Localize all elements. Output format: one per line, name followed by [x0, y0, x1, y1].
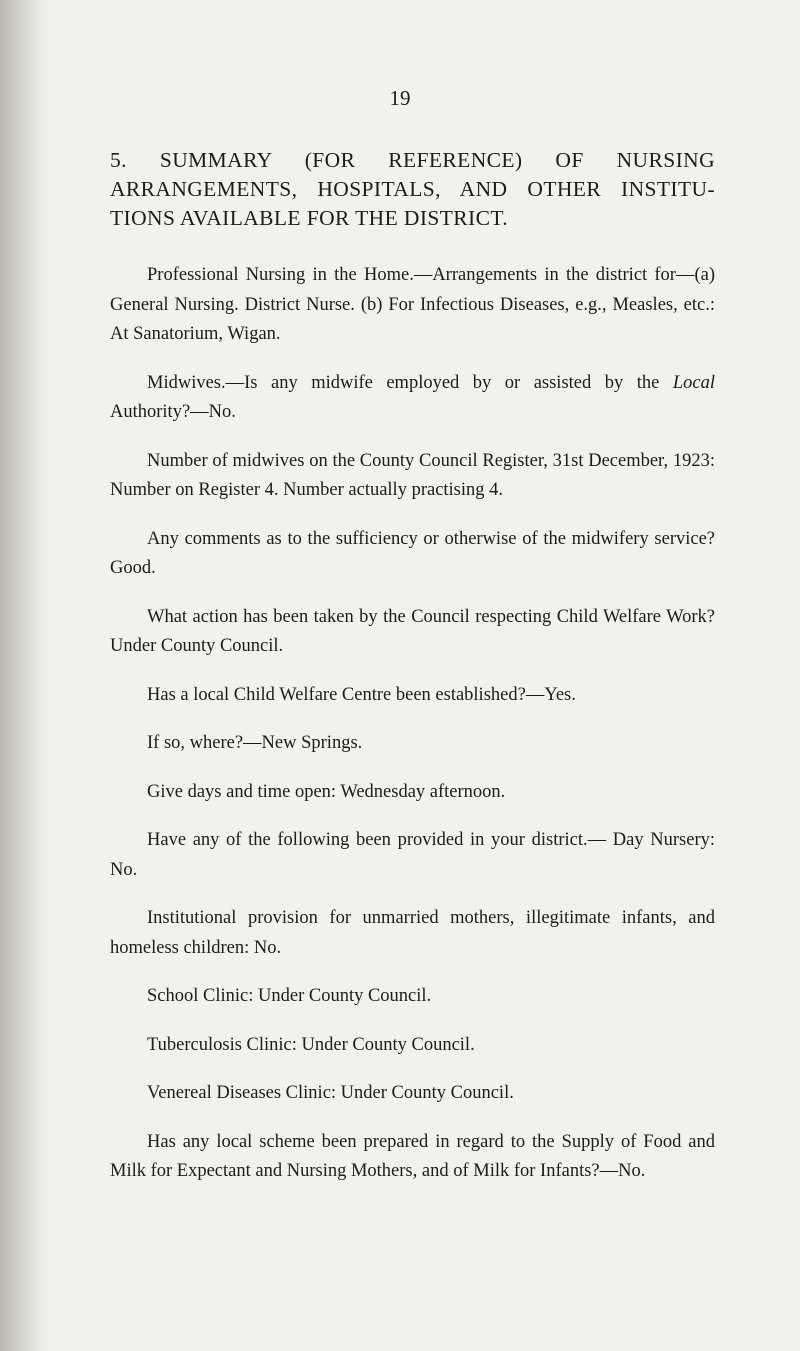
paragraph-provided-in-district: Have any of the following been provided in your district.— Day Nursery: No.: [110, 830, 715, 880]
paragraph-number-of-midwives: Number of midwives on the County Council Register, 31st December, 1923: Number on Register 4. Number actually practising 4.: [110, 450, 715, 500]
midwives-local-italic: Local: [672, 372, 715, 393]
paragraph-midwifery-service: Any comments as to the sufficiency or otherwise of the midwifery service? Good.: [110, 528, 715, 578]
paragraph-child-welfare-work: What action has been taken by the Council respecting Child Welfare Work? Under County Council.: [110, 606, 715, 656]
paragraph-days-and-time: Give days and time open: Wednesday afternoon.: [147, 781, 506, 802]
document-body: [110, 146, 715, 1187]
paragraph-child-welfare-centre: Has a local Child Welfare Centre been established?—Yes.: [147, 684, 576, 705]
section-heading: 5. SUMMARY (FOR REFERENCE) OF NURSING ARRANGEMENTS, HOSPITALS, AND OTHER INSTITU-TIONS AVAILABLE FOR THE DISTRICT.: [110, 148, 715, 230]
midwives-question-start: Midwives.—Is any midwife employed by or assisted by the: [147, 372, 673, 393]
midwives-question-end: Authority?—No.: [110, 402, 236, 422]
page-binding-shadow: [0, 0, 48, 1351]
paragraph-midwives: [110, 369, 715, 428]
page-number: 19: [389, 86, 411, 110]
paragraph-school-clinic: School Clinic: Under County Council.: [147, 986, 432, 1006]
paragraph-institutional-provision: Institutional provision for unmarried mothers, illegitimate infants, and homeless children: No.: [110, 908, 715, 958]
paragraph-food-and-milk-scheme: Has any local scheme been prepared in regard to the Supply of Food and Milk for Expectant and Nursing Mothers, and of Milk for Infants?—No.: [110, 1131, 715, 1181]
paragraph-where: If so, where?—New Springs.: [147, 733, 363, 753]
paragraph-venereal-diseases-clinic: Venereal Diseases Clinic: Under County Council.: [147, 1083, 514, 1103]
paragraph-professional-nursing: Professional Nursing in the Home.—Arrangements in the district for—(a) General Nursing. District Nurse. (b) For Infectious Diseases, e.g., Measles, etc.: At Sanatorium, Wigan.: [110, 265, 715, 344]
paragraph-tuberculosis-clinic: Tuberculosis Clinic: Under County Council.: [147, 1034, 475, 1055]
